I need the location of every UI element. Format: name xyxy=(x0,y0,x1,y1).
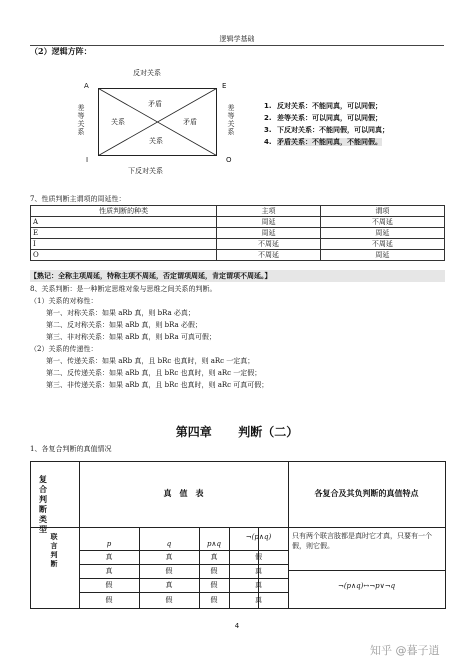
symmetry-item: 第二、反对称关系：如果 aRb 真，则 bRa 必假； xyxy=(46,321,202,329)
transitivity-item: 第一、传递关系：如果 aRb 真，且 bRc 也真时，则 aRc 一定真； xyxy=(46,357,255,365)
relation-item: 3. 下反对关系：不能同假，可以同真； xyxy=(264,126,389,134)
transitivity-item: 第二、反传递关系：如果 aRb 真，且 bRc 也真时，则 aRc 一定假； xyxy=(46,369,262,377)
table-row: E 周延 周延 xyxy=(31,228,445,239)
relation-item: 4. 矛盾关系：不能同真，不能同假。 xyxy=(264,138,382,146)
right-relation-label: 差等关系 xyxy=(227,104,235,136)
corner-e: E xyxy=(222,82,227,90)
corner-o: O xyxy=(226,156,232,164)
var-header: p xyxy=(106,540,112,548)
corner-a: A xyxy=(84,82,89,90)
remember-note: 【熟记：全称主项周延，特称主项不周延，否定谓项周延，肯定谓项不周延。】 xyxy=(30,270,445,282)
top-relation-label: 反对关系 xyxy=(133,69,161,77)
square-section-title: （2）逻辑方阵： xyxy=(30,46,92,56)
table-row: I 不周延 不周延 xyxy=(31,239,445,250)
relation-list xyxy=(264,100,389,148)
symmetry-item: 第一、对称关系：如果 aRb 真，则 bRa 必真； xyxy=(46,309,195,317)
row-type-label: 联言判断 xyxy=(50,532,58,568)
inner-label-left: 关系 xyxy=(111,118,125,126)
distribution-table xyxy=(30,205,445,261)
table-row: O 不周延 周延 xyxy=(31,250,445,261)
table-row: A 周延 不周延 xyxy=(31,217,445,228)
inner-label-top: 矛盾 xyxy=(148,100,162,108)
relation-item: 1. 反对关系：不能同真，可以同假； xyxy=(264,102,382,110)
bottom-relation-label: 下反对关系 xyxy=(128,167,163,175)
truth-table-caption: 1、各复合判断的真值情况 xyxy=(30,445,112,453)
feature-formula: ¬(p∧q)↔¬p∨¬q xyxy=(337,582,396,590)
feature-text: 只有两个联言肢都是真时它才真，只要有一个假，则它假。 xyxy=(292,532,432,550)
truth-table: 复合判断类型 真 值 表 各复合及其负判断的真值特点 联言判断 p q p∧q ¬(p∧q) 真 真 真 假 真 假 假 真 假 真 假 真 假 假 假 真 只有两个联言肢都是真时它才真，只要有一个假，则它假。 ¬(p∧q)↔¬p∨¬q xyxy=(30,461,446,609)
inner-label-right: 矛盾 xyxy=(183,118,197,126)
watermark: 知乎 @暮子逍 xyxy=(370,644,440,657)
var-header: ¬(p∧q) xyxy=(245,533,272,541)
corner-i: I xyxy=(86,156,89,164)
col-feature-header: 各复合及其负判断的真值特点 xyxy=(314,488,419,498)
col-type-header: 复合判断类型 xyxy=(39,474,47,534)
symmetry-item: 第三、非对称关系：如果 aRb 真，则 bRa 可真可假； xyxy=(46,333,216,341)
inner-label-bottom: 关系 xyxy=(149,137,163,145)
chapter-title: 第四章 判断（二） xyxy=(175,425,299,439)
transitivity-item: 第三、非传递关系：如果 aRb 真，且 bRc 也真时，则 aRc 可真可假； xyxy=(46,381,269,389)
section8-title: 8、关系判断：是一种断定思维对象与思维之间关系的判断。 xyxy=(30,285,217,293)
header-rule xyxy=(30,45,444,46)
page-number: 4 xyxy=(234,622,240,630)
transitivity-title: （2）关系的传递性： xyxy=(30,345,98,353)
var-header: q xyxy=(166,540,172,548)
section7-title: 7、性质判断主谓项的周延性： xyxy=(30,195,126,203)
table-header-row: 性质判断的种类 主项 谓项 xyxy=(31,206,445,217)
var-header: p∧q xyxy=(206,540,222,548)
relation-item: 2. 差等关系：可以同真，可以同假； xyxy=(264,114,382,122)
page-header: 逻辑学基础 xyxy=(219,35,255,43)
col-table-header: 真 值 表 xyxy=(163,488,204,498)
symmetry-title: （1）关系的对称性： xyxy=(30,297,98,305)
left-relation-label: 差等关系 xyxy=(77,104,85,136)
